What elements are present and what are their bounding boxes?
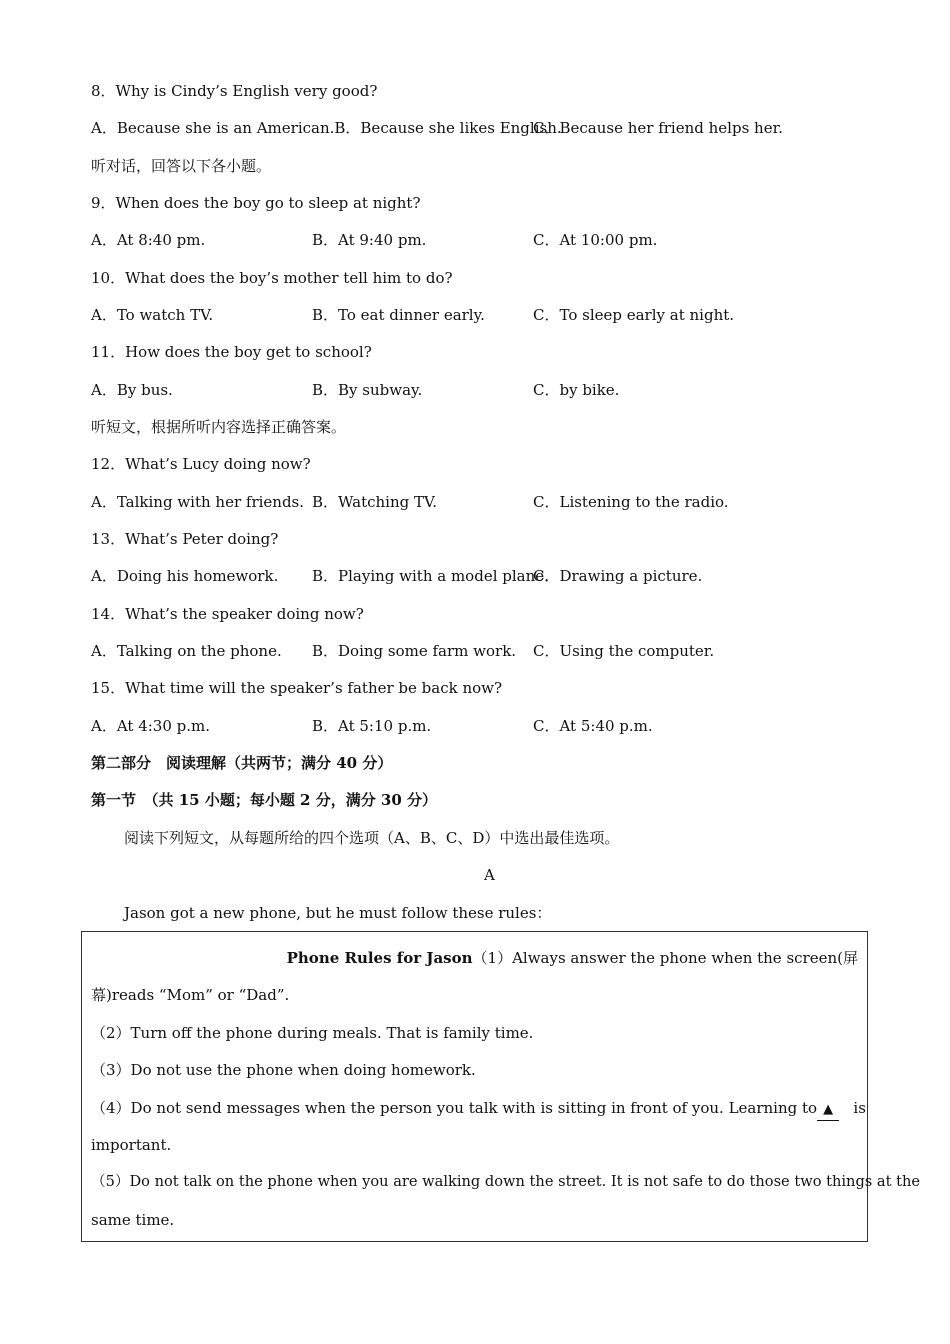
question-13-option-b: B．Playing with a model plane. — [312, 567, 549, 585]
question-15-option-c: C．At 5:40 p.m. — [533, 717, 653, 735]
question-9-stem: 9．When does the boy go to sleep at night? — [91, 194, 421, 212]
question-9-option-a: A．At 8:40 pm. — [91, 231, 206, 249]
question-10-option-b: B．To eat dinner early. — [312, 306, 485, 324]
instruction-dialog: 听对话，回答以下各小题。 — [91, 157, 272, 175]
rule-1-line-a: Phone Rules for Jason（1）Always answer the phone when the screen(屏 — [286, 949, 858, 967]
question-8-option-c: C．Because her friend helps her. — [533, 119, 783, 137]
rule-4-line-b: important. — [91, 1136, 172, 1154]
question-12-option-b: B．Watching TV. — [312, 493, 437, 511]
question-12-option-c: C．Listening to the radio. — [533, 493, 729, 511]
question-12-option-a: A．Talking with her friends. — [91, 493, 305, 511]
question-9-option-c: C．At 10:00 pm. — [533, 231, 658, 249]
question-14-stem: 14．What’s the speaker doing now? — [91, 605, 364, 623]
question-13-option-c: C．Drawing a picture. — [533, 567, 703, 585]
question-11-stem: 11．How does the boy get to school? — [91, 343, 372, 361]
question-10-option-a: A．To watch TV. — [91, 306, 214, 324]
answer-blank: ▲ is — [817, 1098, 866, 1121]
question-10-option-c: C．To sleep early at night. — [533, 306, 735, 324]
question-8-stem: 8．Why is Cindy’s English very good? — [91, 82, 378, 100]
question-11-option-b: B．By subway. — [312, 381, 423, 399]
question-14-option-a: A．Talking on the phone. — [91, 642, 282, 660]
rule-4-line-a: （4）Do not send messages when the person you talk with is sitting in front of you. Learning to ▲ is — [91, 1098, 858, 1121]
question-15-option-a: A．At 4:30 p.m. — [91, 717, 211, 735]
question-9-option-b: B．At 9:40 pm. — [312, 231, 427, 249]
question-11-option-c: C．by bike. — [533, 381, 620, 399]
question-13-stem: 13．What’s Peter doing? — [91, 530, 279, 548]
question-12-stem: 12．What’s Lucy doing now? — [91, 455, 311, 473]
instruction-passage: 听短文，根据所听内容选择正确答案。 — [91, 418, 347, 436]
rule-1-line-b: 幕)reads “Mom” or “Dad”. — [91, 986, 290, 1004]
question-8-options-ab: A．Because she is an American.B．Because she likes English. — [91, 119, 562, 137]
question-14-option-b: B．Doing some farm work. — [312, 642, 517, 660]
question-15-stem: 15．What time will the speaker’s father be back now? — [91, 679, 503, 697]
question-11-option-a: A．By bus. — [91, 381, 173, 399]
section1-heading: 第一节 （共 15 小题；每小题 2 分，满分 30 分） — [91, 791, 438, 809]
rule-3: （3）Do not use the phone when doing homework. — [91, 1061, 476, 1079]
rule-5-line-a: （5）Do not talk on the phone when you are walking down the street. It is not safe to do those two things at the — [91, 1173, 921, 1190]
passage-label: A — [484, 866, 495, 884]
rules-title: Phone Rules for Jason — [286, 949, 473, 967]
question-10-stem: 10．What does the boy’s mother tell him to do? — [91, 269, 453, 287]
question-14-option-c: C．Using the computer. — [533, 642, 715, 660]
passage-intro: Jason got a new phone, but he must follow these rules： — [124, 904, 552, 922]
part2-heading: 第二部分 阅读理解（共两节；满分 40 分） — [91, 754, 393, 772]
question-15-option-b: B．At 5:10 p.m. — [312, 717, 432, 735]
question-13-option-a: A．Doing his homework. — [91, 567, 279, 585]
reading-instruction: 阅读下列短文，从每题所给的四个选项（A、B、C、D）中选出最佳选项。 — [124, 829, 620, 847]
rules-box — [81, 931, 921, 1242]
rule-5-line-b: same time. — [91, 1211, 175, 1229]
rule-2: （2）Turn off the phone during meals. That is family time. — [91, 1024, 534, 1042]
